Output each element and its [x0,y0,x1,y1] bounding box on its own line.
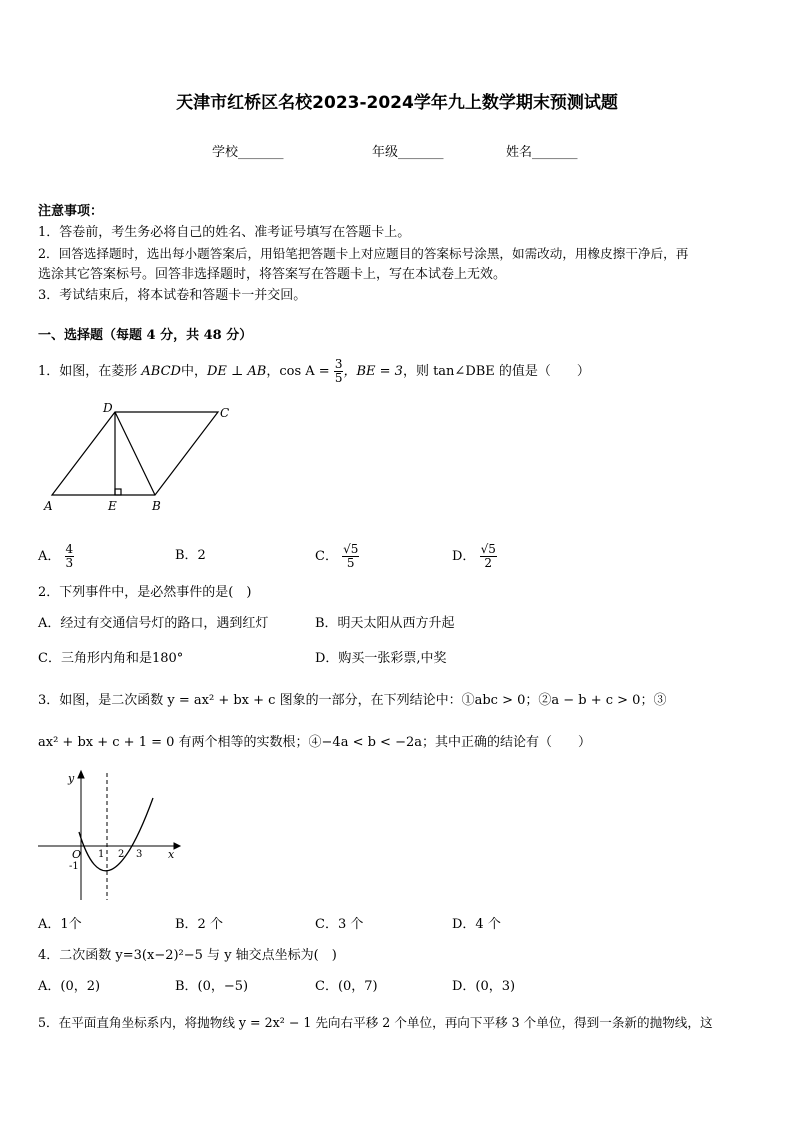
q4-option-c: C．(0，7) [315,979,378,994]
label-e: E [108,499,117,513]
origin-label: O [72,848,82,861]
q1-option-c-frac [342,543,359,570]
q1-mid1: 中， [180,364,207,379]
page-title: 天津市红桥区名校2023-2024学年九上数学期末预测试题 [176,93,618,113]
q3-line2: ax² + bx + c + 1 = 0 有两个相等的实数根；④−4a < b < −2a；其中正确的结论有（ ） [38,735,591,750]
q1-option-d-frac [480,543,497,570]
q1-c-num: √5 [343,542,359,556]
rhombus-figure [40,400,240,515]
q1-option-c [315,543,359,570]
q2-option-c: C．三角形内角和是180° [38,651,184,666]
q1-option-b: B．2 [175,548,206,563]
tick-2: 2 [118,849,125,860]
label-a: A [44,499,53,513]
q1-post: ，则 tan∠DBE 的值是（ ） [402,364,590,379]
q1-pre: 1．如图，在菱形 [38,364,138,379]
q4-option-a: A．(0，2) [38,979,101,994]
grade-field: 年级_______ [372,145,444,160]
notes-heading: 注意事项： [38,204,104,219]
name-field: 姓名_______ [506,145,578,160]
note-2b: 选涂其它答案标号。回答非选择题时，将答案写在答题卡上，写在本试卷上无效。 [38,267,507,282]
q1-option-a-frac [65,543,75,570]
note-1: 1．答卷前，考生务必将自己的姓名、准考证号填写在答题卡上。 [38,225,411,240]
q3-option-a: A．1个 [38,917,82,932]
note-2a: 2．回答选择题时，选出每小题答案后，用铅笔把答题卡上对应题目的答案标号涂黑，如需改动，用橡皮擦干净后，再 [38,246,689,261]
section-heading: 一、选择题（每题 4 分，共 48 分） [38,328,253,343]
q3-line1: 3．如图，是二次函数 y = ax² + bx + c 图象的一部分，在下列结论中：①abc > 0；②a − b + c > 0；③ [38,693,667,708]
q1-frac-den: 5 [334,371,343,385]
right-angle-mark [115,489,121,495]
q1-stem [38,358,590,385]
q1-a-num: 4 [65,542,74,556]
q1-cos: ，cos A = [266,364,330,379]
school-field: 学校_______ [212,145,284,160]
y-label: y [68,772,75,785]
q1-c-den: 5 [346,556,355,570]
tick-neg1: -1 [69,861,79,872]
label-d: D [103,401,113,415]
q1-option-d-label: D． [452,549,476,564]
q3-option-b: B．2 个 [175,917,223,932]
y-arrow-icon [78,771,84,778]
x-arrow-icon [174,843,180,849]
q1-a-den: 3 [65,556,74,570]
q1-abcd: ABCD [141,364,181,379]
tick-1: 1 [98,849,105,860]
q1-perp: DE ⊥ AB [207,364,267,379]
label-b: B [152,499,161,513]
x-label: x [168,848,175,861]
q1-frac-num: 3 [334,357,343,371]
q1-option-c-label: C． [315,549,338,564]
q5-stem: 5．在平面直角坐标系内，将抛物线 y = 2x² − 1 先向右平移 2 个单位，再向下平移 3 个单位，得到一条新的抛物线，这 [38,1015,713,1030]
q2-stem: 2．下列事件中，是必然事件的是( ) [38,585,252,600]
q4-option-d: D．(0，3) [452,979,516,994]
note-3: 3．考试结束后，将本试卷和答题卡一并交回。 [38,288,307,303]
q1-be: ，BE = 3 [343,364,403,379]
q1-d-num: √5 [480,542,496,556]
q3-option-c: C．3 个 [315,917,364,932]
segment-db [115,412,155,495]
tick-3: 3 [136,849,143,860]
q1-option-a [38,543,74,570]
q4-stem: 4．二次函数 y=3(x−2)²−5 与 y 轴交点坐标为( ) [38,948,337,963]
label-c: C [220,406,230,420]
q3-option-d: D．4 个 [452,917,501,932]
q1-d-den: 2 [484,556,493,570]
q1-option-a-label: A． [38,549,61,564]
q4-option-b: B．(0，−5) [175,979,249,994]
q1-option-d [452,543,497,570]
q2-option-a: A．经过有交通信号灯的路口，遇到红灯 [38,616,269,631]
q2-option-b: B．明天太阳从西方升起 [315,616,455,631]
parabola-graph [36,768,186,902]
q2-option-d: D．购买一张彩票,中奖 [315,651,447,666]
